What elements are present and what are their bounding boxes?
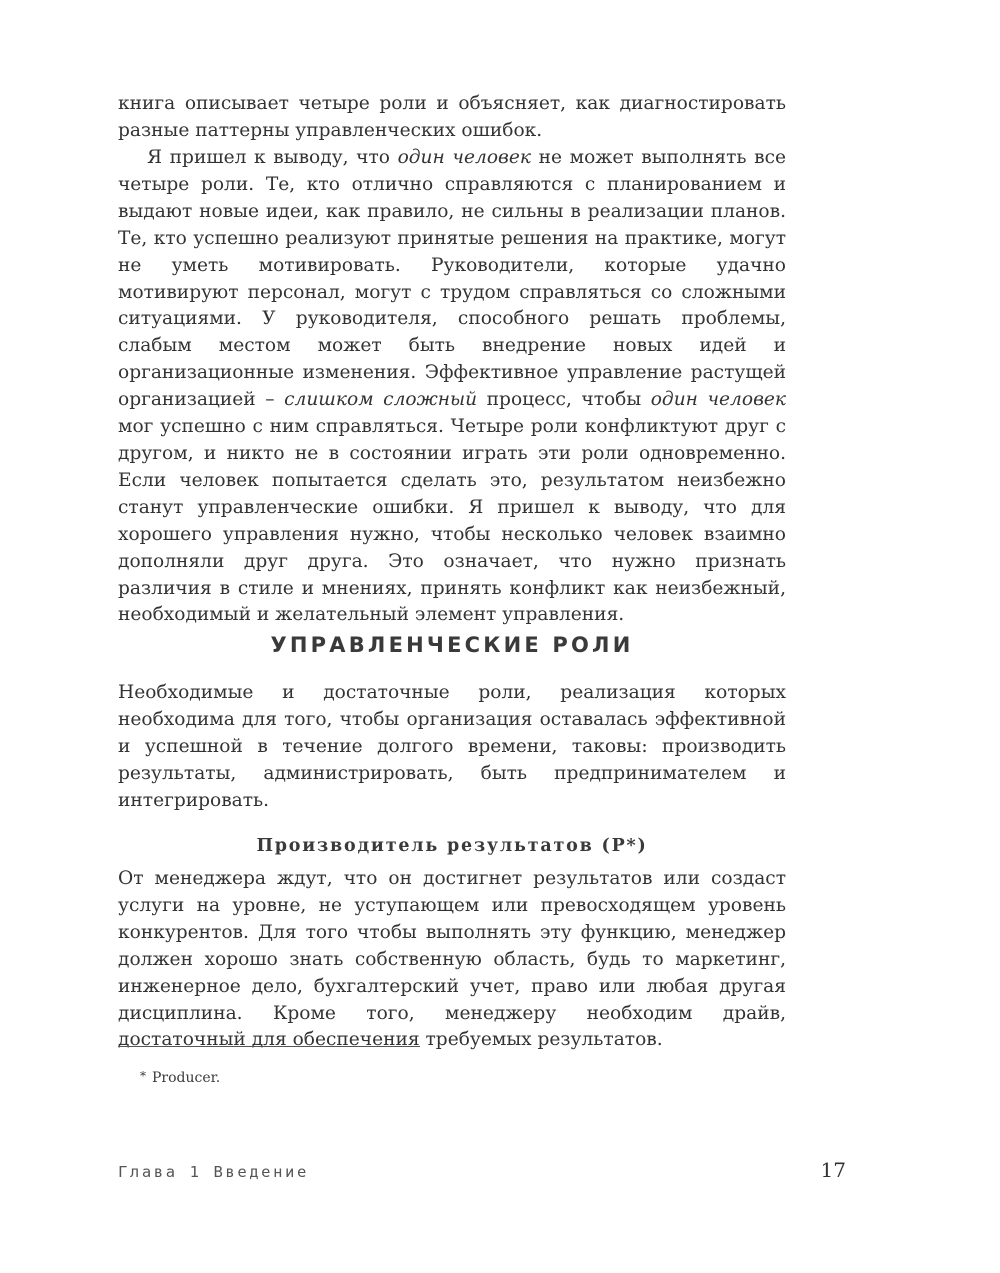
section-intro: Необходимые и достаточные роли, реализация которых необходима для того, чтобы организация оставалась эффективной и успешной в течение долгого времени, таковы: производить результаты, администрировать, быть предпринимателем и интегрировать. xyxy=(118,682,786,811)
subsection-body: От менеджера ждут, что он достигнет результатов или создаст услуги на уровне, не уступающем или превосходящем уровень конкурентов. Для того чтобы выполнять эту функцию, менеджер должен хорошо знать собственную область, будь то маркетинг, инженерное дело, бухгалтерский учет, право или любая другая дисциплина. Кроме того, менеджеру необходим драйв, достаточный для обеспечения требуемых результатов. xyxy=(118,868,786,1051)
text-run: не может выполнять все четыре роли. Те, кто отлично справляются с планированием и выдают новые идеи, как правило, не сильны в реализации планов. Те, кто успешно реализуют принятые решения на практике, могут не уметь мотивировать. Руководители, которые удачно мотивируют персонал, могут с трудом справляться со сложными ситуациями. У руководителя, способного решать проблемы, слабым местом может быть внедрение новых идей и организационные изменения. Эффективное управление растущей организацией – xyxy=(118,147,786,411)
footnote xyxy=(140,1070,220,1086)
text-run: процесс, чтобы xyxy=(477,389,651,411)
subsection-heading: Производитель результатов (P*) xyxy=(256,836,648,856)
footnote-text: Producer. xyxy=(152,1070,221,1086)
emphasis-one-person: один человек xyxy=(397,147,531,168)
paragraph-continuation: книга описывает четыре роли и объясняет, как диагностировать разные паттерны управленческих ошибок. xyxy=(118,93,786,141)
footnote-mark: * xyxy=(140,1069,146,1083)
text-run: Я пришел к выводу, что xyxy=(147,147,398,168)
running-head: Глава 1 Введение xyxy=(118,1163,309,1181)
footnote-divider xyxy=(118,1046,420,1047)
section-heading: УПРАВЛЕНЧЕСКИЕ РОЛИ xyxy=(270,633,634,657)
text-run: мог успешно с ним справляться. Четыре роли конфликтуют друг с другом, и никто не в состоянии играть эти роли одновременно. Если человек попытается сделать это, результатом неизбежно станут управленческие ошибки. Я пришел к выводу, что для хорошего управления нужно, чтобы несколько человек взаимно дополняли друг друга. Это означает, что нужно признать различия в стиле и мнениях, принять конфликт как неизбежный, необходимый и желательный элемент управления. xyxy=(118,416,786,626)
emphasis-too-complex: слишком сложный xyxy=(284,389,478,411)
emphasis-one-person: один человек xyxy=(650,389,786,411)
paragraph-conclusion xyxy=(118,145,786,629)
page-number: 17 xyxy=(820,1158,846,1182)
